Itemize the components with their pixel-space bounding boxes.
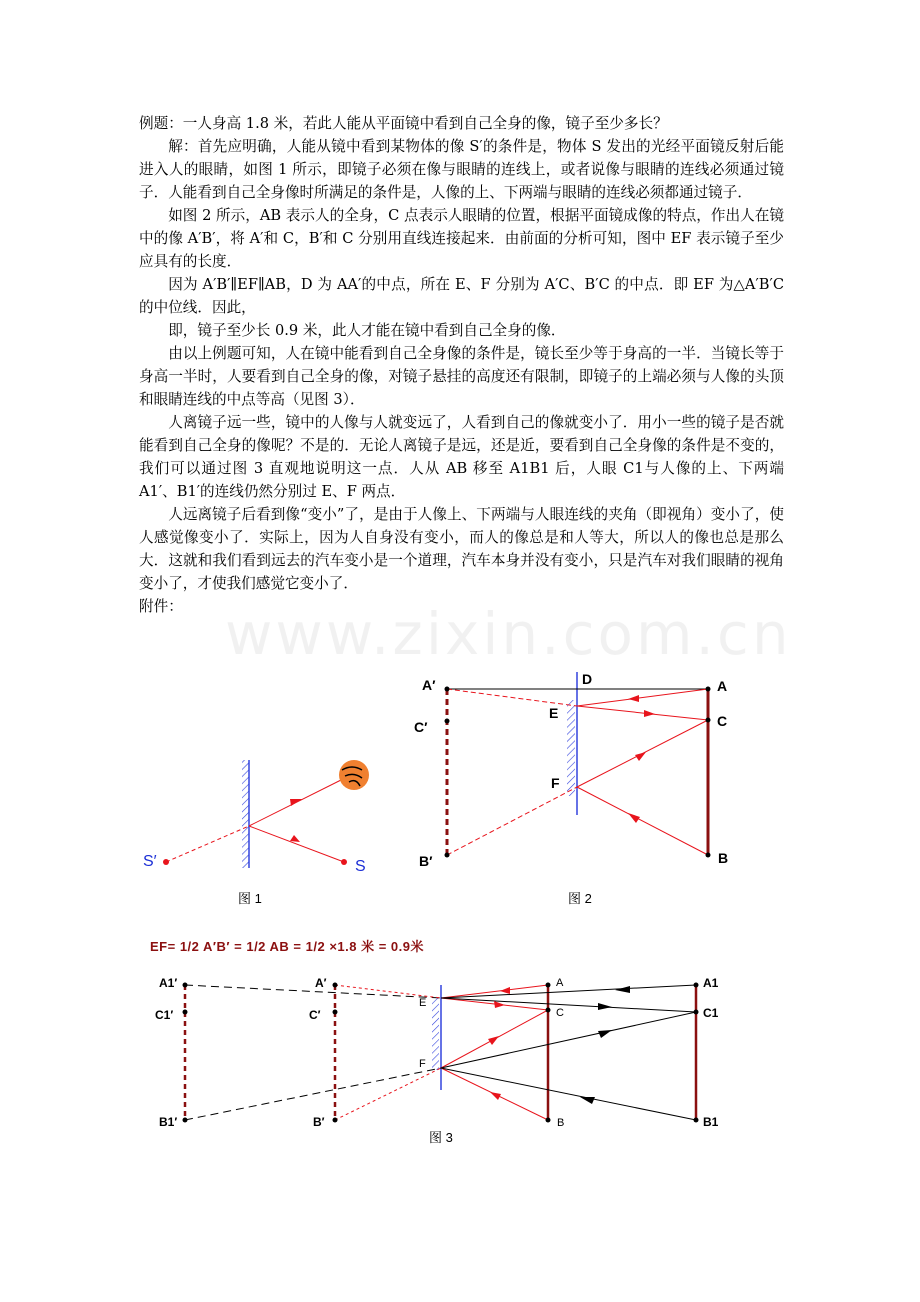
figure-3 — [150, 939, 719, 1145]
figure-2-caption: 图 2 — [568, 891, 592, 906]
label-b1-prime: B1′ — [159, 1115, 178, 1129]
label-a-prime: A′ — [422, 677, 436, 693]
label-c1-prime: C1′ — [155, 1008, 174, 1022]
label-b-prime: B′ — [419, 853, 433, 869]
point — [333, 1010, 338, 1015]
ray-arrow — [290, 835, 300, 842]
solution-paragraph-4: 即，镜子至少长 0.9 米，此人才能在镜中看到自己全身的像． — [168, 322, 566, 339]
label-s: S — [355, 858, 366, 875]
ray-arrow — [490, 1092, 501, 1100]
solution-paragraph-3: 因为 A′B′∥EF∥AB，D 为 AA′的中点，所在 E、F 分别为 A′C、B′C 的中点．即 EF 为△A′B′C 的中位线．因此， — [139, 276, 784, 316]
dashed-ray-f — [447, 787, 577, 855]
point — [445, 687, 450, 692]
label-c-prime: C′ — [414, 719, 428, 735]
label-a: A — [717, 678, 728, 694]
label-s-prime: S′ — [143, 853, 157, 870]
label-a-prime: A′ — [315, 976, 327, 990]
point — [183, 1118, 188, 1123]
figure-3-caption: 图 3 — [429, 1130, 453, 1145]
dashed-line-b1-prime-f — [185, 1068, 441, 1120]
point — [706, 853, 711, 858]
virtual-ray — [166, 826, 249, 862]
ray-arrow — [628, 813, 640, 823]
label-c: C — [717, 713, 728, 729]
point — [183, 983, 188, 988]
solution-paragraph-2: 如图 2 所示，AB 表示人的全身，C 点表示人眼睛的位置，根据平面镜成像的特点，作出人在镜中的像 A′B′，将 A′和 C，B′和 C 分别用直线连接起来．由前面的分析可知，图中 EF 表示镜子至少应具有的长度． — [139, 207, 784, 270]
solution-paragraph-1: 解：首先应明确，人能从镜中看到某物体的像 S′的条件是，物体 S 发出的光经平面镜反射后能进入人的眼睛，如图 1 所示，即镜子必须在像与眼睛的连线上，或者说像与眼睛的连线必须通过镜子．人能看到自己全身像时所满足的条件是，人像的上、下两端与眼睛的连线必须都通过镜子． — [139, 138, 784, 201]
ray-arrow — [628, 695, 639, 702]
dashed-line-a1-prime-e — [185, 985, 441, 998]
conclusion-paragraph-3: 人远离镜子后看到像“变小”了，是由于人像上、下两端与人眼连线的夹角（即视角）变小了，使人感觉像变小了．实际上，因为人自身没有变小，而人的像总是和人等大，所以人的像也总是那么大．这就和我们看到远去的汽车变小是一个道理，汽车本身并没有变小，只是汽车对我们眼睛的视角变小了，才使我们感觉它变小了． — [139, 506, 784, 592]
label-c-prime: C′ — [309, 1008, 321, 1022]
point — [694, 1010, 699, 1015]
mirror-hatching — [242, 760, 249, 868]
label-a1-prime: A1′ — [159, 976, 178, 990]
point — [333, 1118, 338, 1123]
image-point — [163, 859, 169, 865]
ray-arrow — [598, 1003, 612, 1010]
ray-e-c — [577, 706, 708, 720]
label-c1: C1 — [703, 1006, 719, 1020]
label-b1: B1 — [703, 1115, 719, 1129]
label-a1: A1 — [703, 976, 719, 990]
conclusion-paragraph-1: 由以上例题可知，人在镜中能看到自己全身像的条件是，镜长至少等于身高的一半．当镜长等于身高一半时，人要看到自己全身的像，对镜子悬挂的高度还有限制，即镜子的上端必须与人像的头顶和眼睛连线的中点等高（见图 3）． — [139, 345, 784, 408]
figure-1-caption: 图 1 — [238, 891, 262, 906]
label-f: F — [551, 775, 560, 791]
attachment-label: 附件： — [139, 598, 183, 615]
label-e: E — [419, 997, 427, 1009]
label-b: B — [557, 1117, 565, 1129]
label-b-prime: B′ — [313, 1115, 325, 1129]
ray-a-e — [577, 689, 708, 706]
label-b: B — [718, 850, 729, 866]
label-c: C — [556, 1007, 564, 1019]
ray-arrow — [488, 1036, 499, 1045]
watermark: www.zixin.com.cn — [225, 600, 792, 668]
ray-a1-e — [441, 985, 696, 998]
point — [546, 1118, 551, 1123]
figure-1 — [143, 760, 369, 906]
ray-e-c1 — [441, 998, 696, 1012]
label-d: D — [582, 671, 593, 687]
ray-arrow — [635, 752, 646, 761]
point — [546, 1008, 551, 1013]
ray-arrow — [500, 987, 510, 994]
ray-f-c1 — [441, 1012, 696, 1068]
point — [706, 718, 711, 723]
formula-text: EF= 1/2 A′B′ = 1/2 AB = 1/2 ×1.8 米 = 0.9米 — [150, 939, 424, 954]
conclusion-paragraph-2: 人离镜子远一些，镜中的人像与人就变远了，人看到自己的像就变小了．用小一些的镜子是否就能看到自己全身的像呢？不是的．无论人离镜子是远，还是近，要看到自己全身像的条件是不变的，我们可以通过图 3 直观地说明这一点．人从 AB 移至 A1B1 后，人眼 C1与人像的上、下两端 A1′、B1′的连线仍然分别过 E、F 两点． — [139, 414, 784, 500]
formula — [150, 939, 424, 954]
incident-ray — [249, 826, 344, 862]
ray-b1-f — [441, 1068, 696, 1120]
ray-arrow — [598, 1030, 612, 1038]
figure-2 — [414, 671, 728, 906]
object-point — [341, 859, 347, 865]
mirror-hatching — [567, 700, 575, 796]
ray-arrow — [580, 1097, 595, 1104]
point — [694, 983, 699, 988]
ray-arrow — [494, 1001, 505, 1008]
dashed-ray-e — [447, 689, 577, 706]
mirror-hatching — [432, 998, 439, 1070]
point — [183, 1010, 188, 1015]
label-e: E — [549, 705, 559, 721]
dashed-ray-b-prime-f — [335, 1068, 441, 1120]
point — [445, 853, 450, 858]
ray-arrow — [644, 710, 655, 717]
label-f: F — [419, 1058, 426, 1070]
label-a: A — [556, 977, 564, 989]
ray-a-e — [441, 985, 548, 998]
ray-arrow — [615, 986, 630, 993]
point — [546, 983, 551, 988]
point — [445, 719, 450, 724]
example-question: 例题：一人身高 1.8 米，若此人能从平面镜中看到自己全身的像，镜子至少多长？ — [139, 115, 668, 132]
ray-arrow — [290, 799, 302, 806]
point — [706, 687, 711, 692]
ray-b-f — [577, 787, 708, 855]
point — [333, 983, 338, 988]
point — [694, 1118, 699, 1123]
